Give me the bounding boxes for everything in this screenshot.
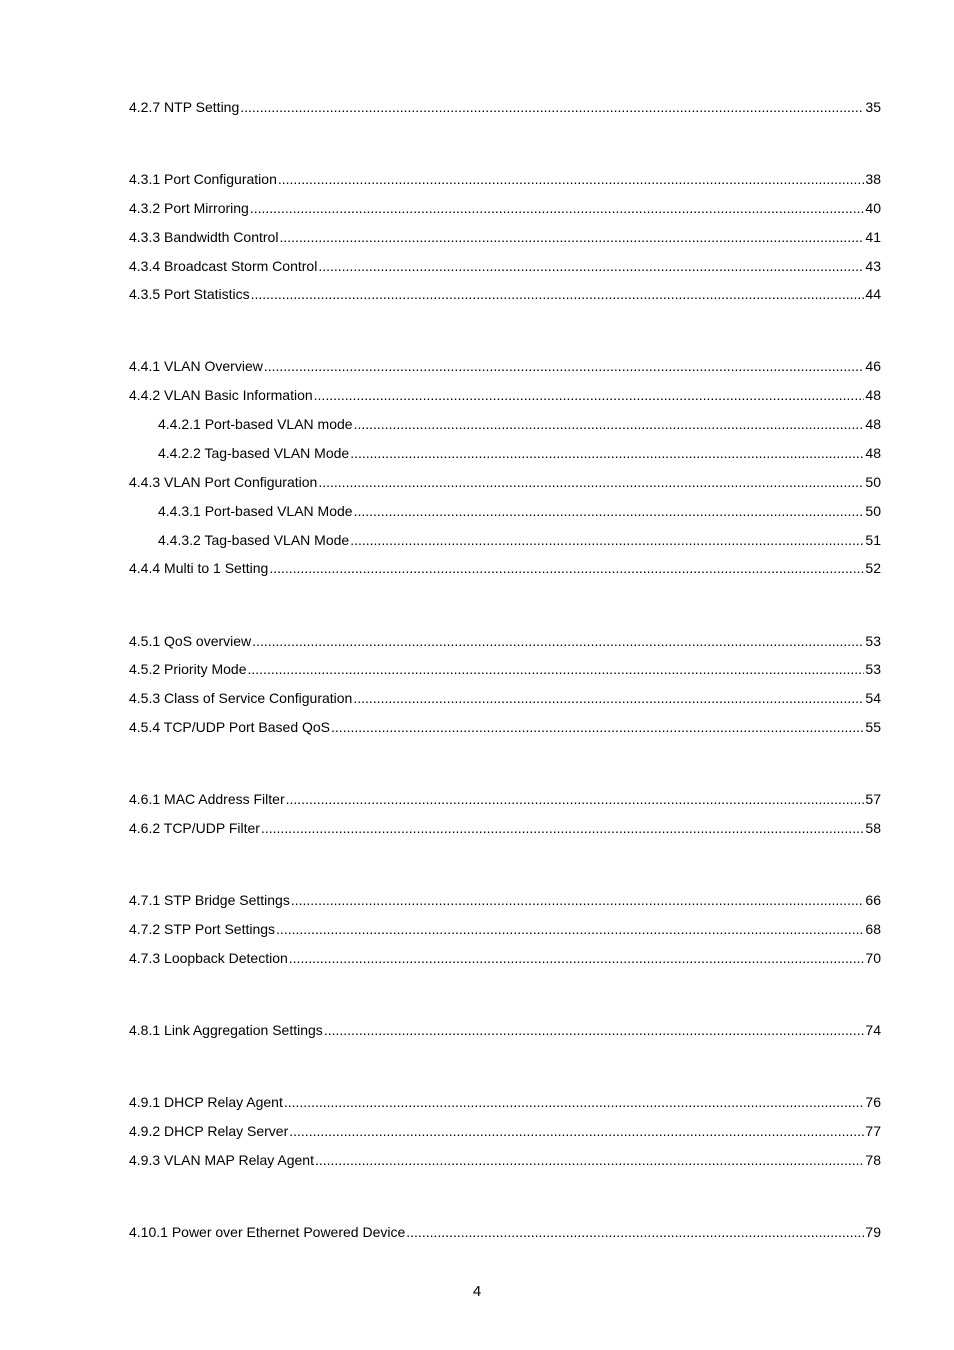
toc-entry-title: 4.4.1 VLAN Overview bbox=[129, 358, 263, 374]
toc-dot-leader bbox=[286, 791, 865, 807]
toc-dot-leader bbox=[269, 560, 864, 576]
toc-dot-leader bbox=[279, 229, 864, 245]
toc-entry[interactable] bbox=[129, 354, 881, 374]
toc-entry[interactable] bbox=[129, 556, 881, 576]
toc-entry-title: 4.6.1 MAC Address Filter bbox=[129, 791, 285, 807]
toc-entry-page: 53 bbox=[865, 661, 881, 677]
toc-dot-leader bbox=[289, 1123, 864, 1139]
toc-entry-page: 52 bbox=[865, 560, 881, 576]
toc-entry-title: 4.5.2 Priority Mode bbox=[129, 661, 247, 677]
toc-dot-leader bbox=[354, 503, 865, 519]
toc-dot-leader bbox=[278, 171, 865, 187]
toc-entry[interactable] bbox=[129, 888, 881, 908]
toc-entry[interactable] bbox=[129, 946, 881, 966]
toc-entry[interactable] bbox=[129, 441, 881, 461]
toc-entry-page: 41 bbox=[865, 229, 881, 245]
toc-entry[interactable] bbox=[129, 282, 881, 302]
toc-entry[interactable] bbox=[129, 917, 881, 937]
toc-dot-leader bbox=[350, 445, 864, 461]
toc-entry[interactable] bbox=[129, 383, 881, 403]
toc-entry[interactable] bbox=[129, 657, 881, 677]
toc-dot-leader bbox=[289, 950, 865, 966]
toc-dot-leader bbox=[314, 387, 865, 403]
toc-dot-leader bbox=[291, 892, 865, 908]
toc-entry-title: 4.7.3 Loopback Detection bbox=[129, 950, 288, 966]
toc-entry-page: 40 bbox=[865, 200, 881, 216]
toc-entry-page: 35 bbox=[865, 99, 881, 115]
toc-dot-leader bbox=[276, 921, 864, 937]
toc-entry-page: 44 bbox=[865, 286, 881, 302]
toc-entry-title: 4.5.1 QoS overview bbox=[129, 633, 252, 649]
toc-entry-title: 4.4.4 Multi to 1 Setting bbox=[129, 560, 269, 576]
toc-dot-leader bbox=[252, 633, 864, 649]
toc-entry[interactable] bbox=[129, 196, 881, 216]
toc-dot-leader bbox=[354, 416, 865, 432]
toc-dot-leader bbox=[250, 200, 865, 216]
toc-entry-page: 51 bbox=[865, 532, 881, 548]
toc-entry-page: 48 bbox=[865, 387, 881, 403]
toc-entry-page: 79 bbox=[865, 1224, 881, 1240]
page-number: 4 bbox=[472, 1283, 482, 1300]
toc-entry[interactable] bbox=[129, 816, 881, 836]
toc-entry-page: 46 bbox=[865, 358, 881, 374]
toc-entry-title: 4.3.2 Port Mirroring bbox=[129, 200, 249, 216]
toc-entry-title: 4.7.1 STP Bridge Settings bbox=[129, 892, 290, 908]
toc-entry-page: 43 bbox=[865, 258, 881, 274]
toc-entry-page: 53 bbox=[865, 633, 881, 649]
toc-entry-title: 4.4.2 VLAN Basic Information bbox=[129, 387, 313, 403]
toc-entry-page: 74 bbox=[865, 1022, 881, 1038]
toc-entry[interactable] bbox=[129, 1119, 881, 1139]
toc-entry[interactable] bbox=[129, 1220, 881, 1240]
toc-entry[interactable] bbox=[129, 499, 881, 519]
toc-dot-leader bbox=[324, 1022, 865, 1038]
toc-entry[interactable] bbox=[129, 686, 881, 706]
toc-entry[interactable] bbox=[129, 1018, 881, 1038]
toc-entry-title: 4.6.2 TCP/UDP Filter bbox=[129, 820, 260, 836]
toc-entry[interactable] bbox=[129, 412, 881, 432]
toc-entry-page: 68 bbox=[865, 921, 881, 937]
toc-entry-title: 4.4.3.2 Tag-based VLAN Mode bbox=[158, 532, 350, 548]
toc-entry-title: 4.8.1 Link Aggregation Settings bbox=[129, 1022, 323, 1038]
toc-entry[interactable] bbox=[129, 787, 881, 807]
toc-entry-title: 4.9.2 DHCP Relay Server bbox=[129, 1123, 289, 1139]
toc-dot-leader bbox=[264, 358, 865, 374]
toc-entry-title: 4.3.5 Port Statistics bbox=[129, 286, 250, 302]
toc-entry-page: 57 bbox=[865, 791, 881, 807]
toc-entry-page: 77 bbox=[865, 1123, 881, 1139]
toc-entry[interactable] bbox=[129, 715, 881, 735]
toc-entry-page: 78 bbox=[865, 1152, 881, 1168]
toc-dot-leader bbox=[251, 286, 865, 302]
toc-dot-leader bbox=[315, 1152, 864, 1168]
toc-dot-leader bbox=[406, 1224, 864, 1240]
toc-entry-title: 4.4.3 VLAN Port Configuration bbox=[129, 474, 318, 490]
toc-entry-title: 4.4.2.1 Port-based VLAN mode bbox=[158, 416, 353, 432]
toc-entry-page: 76 bbox=[865, 1094, 881, 1110]
toc-dot-leader bbox=[353, 690, 864, 706]
toc-entry-title: 4.7.2 STP Port Settings bbox=[129, 921, 276, 937]
toc-entry-page: 48 bbox=[865, 416, 881, 432]
toc-entry[interactable] bbox=[129, 470, 881, 490]
toc-dot-leader bbox=[331, 719, 864, 735]
toc-entry[interactable] bbox=[129, 95, 881, 115]
toc-entry-page: 55 bbox=[865, 719, 881, 735]
toc-entry[interactable] bbox=[129, 1090, 881, 1110]
toc-dot-leader bbox=[318, 474, 864, 490]
toc-entry-page: 66 bbox=[865, 892, 881, 908]
toc-entry-page: 70 bbox=[865, 950, 881, 966]
toc-dot-leader bbox=[240, 99, 864, 115]
toc-entry[interactable] bbox=[129, 629, 881, 649]
toc-entry[interactable] bbox=[129, 167, 881, 187]
toc-entry[interactable] bbox=[129, 528, 881, 548]
toc-entry-title: 4.9.1 DHCP Relay Agent bbox=[129, 1094, 283, 1110]
toc-dot-leader bbox=[350, 532, 864, 548]
toc-entry-title: 4.5.4 TCP/UDP Port Based QoS bbox=[129, 719, 331, 735]
toc-entry-page: 54 bbox=[865, 690, 881, 706]
toc-entry-title: 4.9.3 VLAN MAP Relay Agent bbox=[129, 1152, 314, 1168]
toc-entry-title: 4.3.1 Port Configuration bbox=[129, 171, 277, 187]
toc-entry-page: 50 bbox=[865, 503, 881, 519]
toc-entry-title: 4.3.3 Bandwidth Control bbox=[129, 229, 279, 245]
toc-entry-page: 48 bbox=[865, 445, 881, 461]
toc-dot-leader bbox=[248, 661, 865, 677]
toc-entry[interactable] bbox=[129, 1148, 881, 1168]
toc-entry-title: 4.5.3 Class of Service Configuration bbox=[129, 690, 353, 706]
toc-dot-leader bbox=[318, 258, 864, 274]
toc-entry-title: 4.4.2.2 Tag-based VLAN Mode bbox=[158, 445, 350, 461]
toc-entry-title: 4.10.1 Power over Ethernet Powered Device bbox=[129, 1224, 406, 1240]
toc-entry[interactable] bbox=[129, 225, 881, 245]
toc-entry[interactable] bbox=[129, 254, 881, 274]
toc-entry-page: 38 bbox=[865, 171, 881, 187]
toc-entry-title: 4.4.3.1 Port-based VLAN Mode bbox=[158, 503, 353, 519]
toc-dot-leader bbox=[284, 1094, 865, 1110]
toc-entry-page: 58 bbox=[865, 820, 881, 836]
toc-entry-title: 4.3.4 Broadcast Storm Control bbox=[129, 258, 318, 274]
toc-entry-page: 50 bbox=[865, 474, 881, 490]
toc-dot-leader bbox=[261, 820, 864, 836]
toc-entry-title: 4.2.7 NTP Setting bbox=[129, 99, 240, 115]
